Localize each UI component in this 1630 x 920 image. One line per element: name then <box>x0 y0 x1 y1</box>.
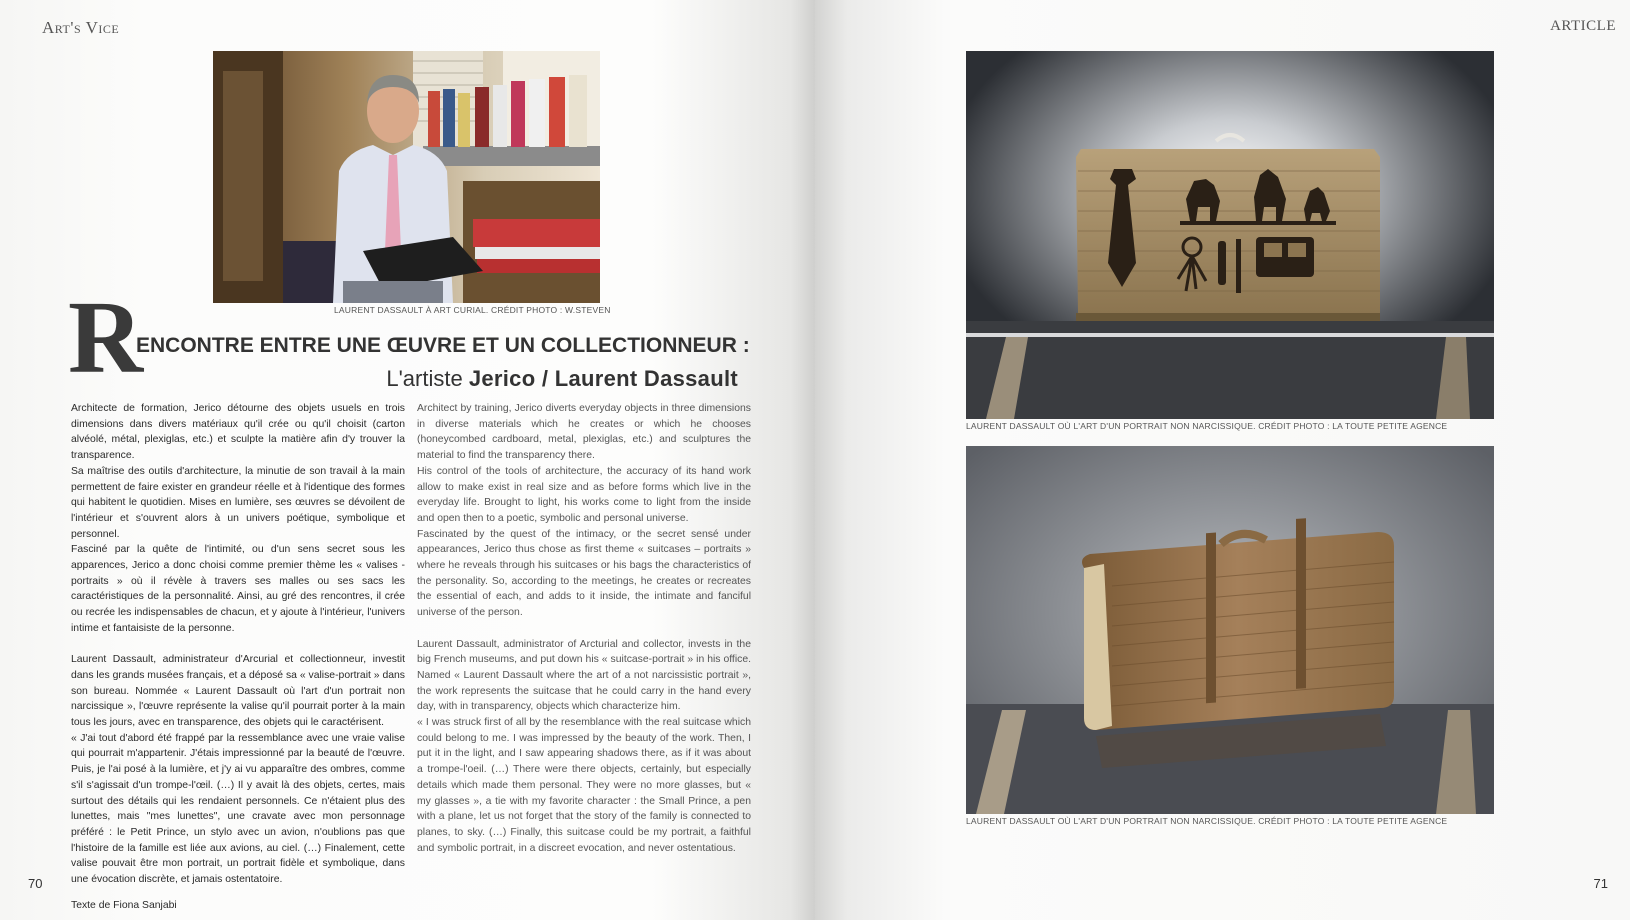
subtitle-prefix: L'artiste <box>386 366 469 391</box>
title-main-line: ENCONTRE ENTRE UNE ŒUVRE ET UN COLLECTIONNEUR : <box>136 334 750 357</box>
top-photo-caption: LAURENT DASSAULT OÙ L'ART D'UN PORTRAIT NON NARCISSIQUE. CRÉDIT PHOTO : LA TOUTE PETITE AGENCE <box>966 421 1448 431</box>
subtitle-collector-name: Laurent Dassault <box>554 366 738 391</box>
fr-paragraph-4: Laurent Dassault, administrateur d'Arcurial et collectionneur, investit dans les grands musées français, et a déposé sa « valise-portrait » dans son bureau. Nommée « Laurent Dassault où l'art d'un portrait non narcissique », l'œuvre représente la valise qu'il pourrait porter à la main tous les jours, avec en transparence, des objets qui le caractérisent. <box>71 654 405 729</box>
subtitle-artist-name: Jerico <box>468 366 536 391</box>
subtitle-separator: / <box>535 366 555 391</box>
fr-paragraph-3: Fasciné par la quête de l'intimité, ou d'un sens secret sous les apparences, Jerico a donc choisi comme premier thème les « valises - portraits » où il révèle à travers ses malles ou ses sacs les caractéristiques de la personnalité. Ainsi, au gré des rencontres, il crée ou recrée les indispensables de chacun, et y ajoute à l'intérieur, l'univers intime et fantaisiste de la personne. <box>71 544 405 634</box>
title-dropcap: R <box>68 280 144 395</box>
en-paragraph-3: Fascinated by the quest of the intimacy, or the secret sensé under appearances, Jerico thus chose as first theme « suitcases – portraits » where he reveals through his suitcases or his bags the characteristics of the personality. So, according to the meetings, he creates or recreates the essential of each, and adds to it inside, the intimate and fanciful universe of the person. <box>417 528 751 619</box>
page-number-left: 70 <box>28 876 43 891</box>
suitcase-illustration <box>966 446 1494 814</box>
french-text-column <box>71 401 405 913</box>
fr-paragraph-2: Sa maîtrise des outils d'architecture, la minutie de son travail à la main permettent de faire exister en grandeur réelle et à l'identique des formes qui habitent le quotidien. Mises en lumière, ses œuvres se dévoilent de l'intérieur et s'ouvrent alors à un univers poétique, symbolique et personnel. <box>71 465 405 540</box>
author-signature: Texte de Fiona Sanjabi <box>71 899 177 911</box>
bottom-photo-caption: LAURENT DASSAULT OÙ L'ART D'UN PORTRAIT NON NARCISSIQUE. CRÉDIT PHOTO : LA TOUTE PETITE AGENCE <box>966 816 1448 826</box>
en-paragraph-4: Laurent Dassault, administrator of Arcturial and collector, invests in the big French museums, and put down his « suitcase-portrait » in his office. Named « Laurent Dassault where the art of a not narcissistic portrait », the work represents the suitcase that he could carry in the hand every day, with in transparency, objects which characterize him. <box>417 638 751 713</box>
collector-portrait-illustration <box>213 51 600 303</box>
magazine-logo: Art's Vice <box>42 18 120 37</box>
en-paragraph-2: His control of the tools of architecture, the accuracy of its hand work allow to make exist in real size and as before forms which live in the everyday life. Brought to light, his works come to light from the inside and open then to a poetic, symbolic and personal universe. <box>417 465 751 524</box>
section-label: ARTICLE <box>1550 18 1616 34</box>
suitcase-backlit-photo <box>966 51 1494 419</box>
paragraph-spacer <box>417 621 751 637</box>
en-paragraph-5: « I was struck first of all by the resemblance with the real suitcase which could belong to me. I was impressed by the beauty of the work. Then, I put it in the light, and I saw appearing shadows there, as if it was about a trompe-l'oeil. (…) There were there objects, certainly, but especially details which made them personal. They were no more glasses, but « my glasses », a tie with my favorite character : the Small Prince, a pen with a plane, let us not forget that the story of the family is connected to planes, to sky. (…) Finally, this suitcase could be my portrait, a faithful and symbolic portrait, in a discreet evocation, and never ostentatious. <box>417 717 751 854</box>
fr-paragraph-1: Architecte de formation, Jerico détourne des objets usuels en trois dimensions dans divers matériaux qu'il crée ou qu'il choisit (carton alvéolé, métal, plexiglas, etc.) et sculpte la matière afin d'y trouver la transparence. <box>71 403 405 462</box>
title-subtitle <box>386 366 738 392</box>
english-text-column <box>417 401 751 856</box>
collector-portrait-photo <box>213 51 600 303</box>
page-number-right: 71 <box>1593 876 1608 891</box>
article-title <box>68 280 750 395</box>
en-paragraph-1: Architect by training, Jerico diverts everyday objects in three dimensions in diverse materials which he creates or which he chooses (honeycombed cardboard, metal, plexiglas, etc.) and sculptures the material to find the transparency there. <box>417 403 751 462</box>
fr-paragraph-5: « J'ai tout d'abord été frappé par la ressemblance avec une vraie valise qui pourrait m'appartenir. J'étais impressionné par la beauté de l'œuvre. Puis, je l'ai posé à la lumière, et j'y ai vu apparaître des ombres, comme s'il s'agissait d'un trompe-l'œil. (…) Il y avait là des objets, certes, mais surtout des détails qui les rendaient personnels. Ce n'étaient plus des lunettes, mais "mes lunettes", une cravate avec mon personnage préféré : le Petit Prince, un stylo avec un avion, n'oublions pas que l'histoire de la famille est liée aux avions, au ciel. (…) Finalement, cette valise pouvait être mon portrait, un portrait fidèle et symbolique, dans une évocation discrète, et jamais ostentatoire. <box>71 732 405 886</box>
portrait-photo-caption: LAURENT DASSAULT À ART CURIAL. CRÉDIT PHOTO : W.STEVEN <box>334 305 611 315</box>
backlit-suitcase-illustration <box>966 51 1494 419</box>
paragraph-spacer <box>71 637 405 653</box>
suitcase-object-photo <box>966 446 1494 814</box>
right-page <box>815 0 1630 920</box>
